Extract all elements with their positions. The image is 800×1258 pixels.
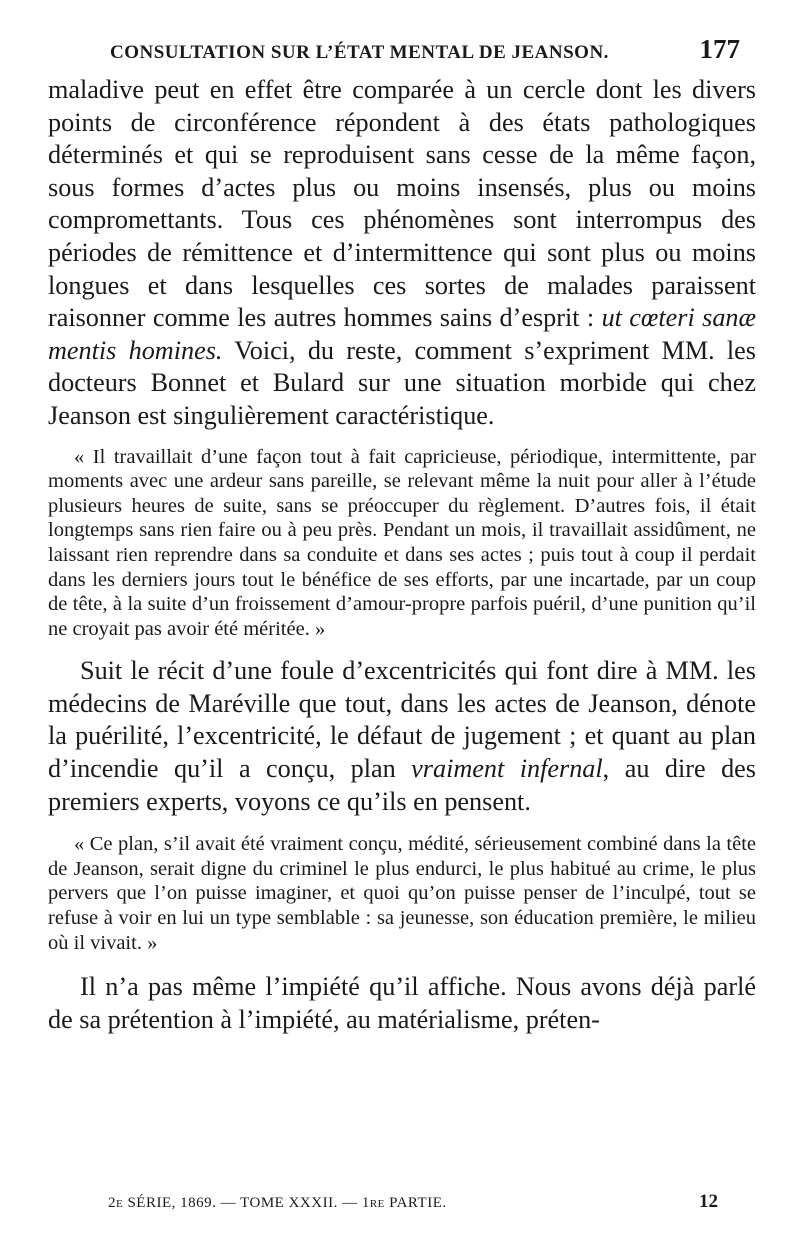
- running-head: [110, 34, 740, 65]
- page-body: [48, 74, 756, 1036]
- page-footer: [108, 1191, 718, 1213]
- paragraph-continued: [48, 74, 756, 433]
- paragraph-text: , au dire des premiers experts, voyons ce qu’ils en pensent.: [48, 754, 757, 816]
- block-quote-bonnet-bulard: « Il travaillait d’une façon tout à fait capricieuse, périodique, intermittente, par moments avec une ardeur sans pareille, se relevant même la nuit pour aller à l’étude plusieurs heures de suite, sans se préoccuper du règlement. D’autres fois, il était longtemps sans rien faire ou à peu près. Pendant un mois, il travaillait assidûment, ne laissant rien reprendre dans sa conduite et dans ses actes ; puis tout à coup il perdait dans les derniers jours tout le bénéfice de ses efforts, par une incartade, par un coup de tête, à la suite d’un froissement d’amour-propre parfois puéril, d’une punition qu’il ne croyait pas avoir été méritée. »: [48, 445, 756, 640]
- series-signature: 2e SÉRIE, 1869. — TOME XXXII. — 1re PARTIE.: [108, 1195, 447, 1211]
- italic-phrase: vraiment infernal: [411, 754, 603, 784]
- paragraph-text: Suit le récit d’une foule d’excentricités qui font dire à MM. les médecins de Maréville que tout, dans les actes de Jeanson, dénote la puérilité, l’excentricité, le défaut de jugement ; et quant au plan d’incendie qu’il a conçu, plan: [48, 656, 756, 784]
- latin-quotation: ut cœteri sanæ mentis homines.: [48, 303, 756, 365]
- page-number: 177: [699, 34, 740, 64]
- paragraph-text: Voici, du reste, comment s’expriment MM. les docteurs Bonnet et Bulard sur une situation morbide qui chez Jeanson est singulièrement caractéristique.: [48, 335, 756, 430]
- sheet-number: 12: [699, 1191, 718, 1212]
- running-title: CONSULTATION SUR L’ÉTAT MENTAL DE JEANSON.: [110, 42, 609, 63]
- paragraph-mareville: [48, 655, 756, 818]
- block-quote-plan: « Ce plan, s’il avait été vraiment conçu, médité, sérieusement combiné dans la tête de Jeanson, serait digne du criminel le plus endurci, le plus habitué au crime, le plus pervers que l’on puisse imaginer, et quoi qu’on puisse penser de l’inculpé, tout se refuse à voir en lui un type semblable : sa jeunesse, son éducation première, le milieu où il vivait. »: [48, 833, 756, 954]
- paragraph-impiete: Il n’a pas même l’impiété qu’il affiche. Nous avons déjà parlé de sa prétention à l’impiété, au matérialisme, préten-: [48, 972, 756, 1034]
- paragraph-text: maladive peut en effet être comparée à un cercle dont les divers points de circonférence répondent à des états pathologiques déterminés et qui se reproduisent sans cesse de la même façon, sous formes d’actes plus ou moins insensés, plus ou moins compromettants. Tous ces phénomènes sont interrompus des périodes de rémittence et d’intermittence qui sont plus ou moins longues et dans lesquelles ces sortes de malades paraissent raisonner comme les autres hommes sains d’esprit :: [48, 75, 756, 333]
